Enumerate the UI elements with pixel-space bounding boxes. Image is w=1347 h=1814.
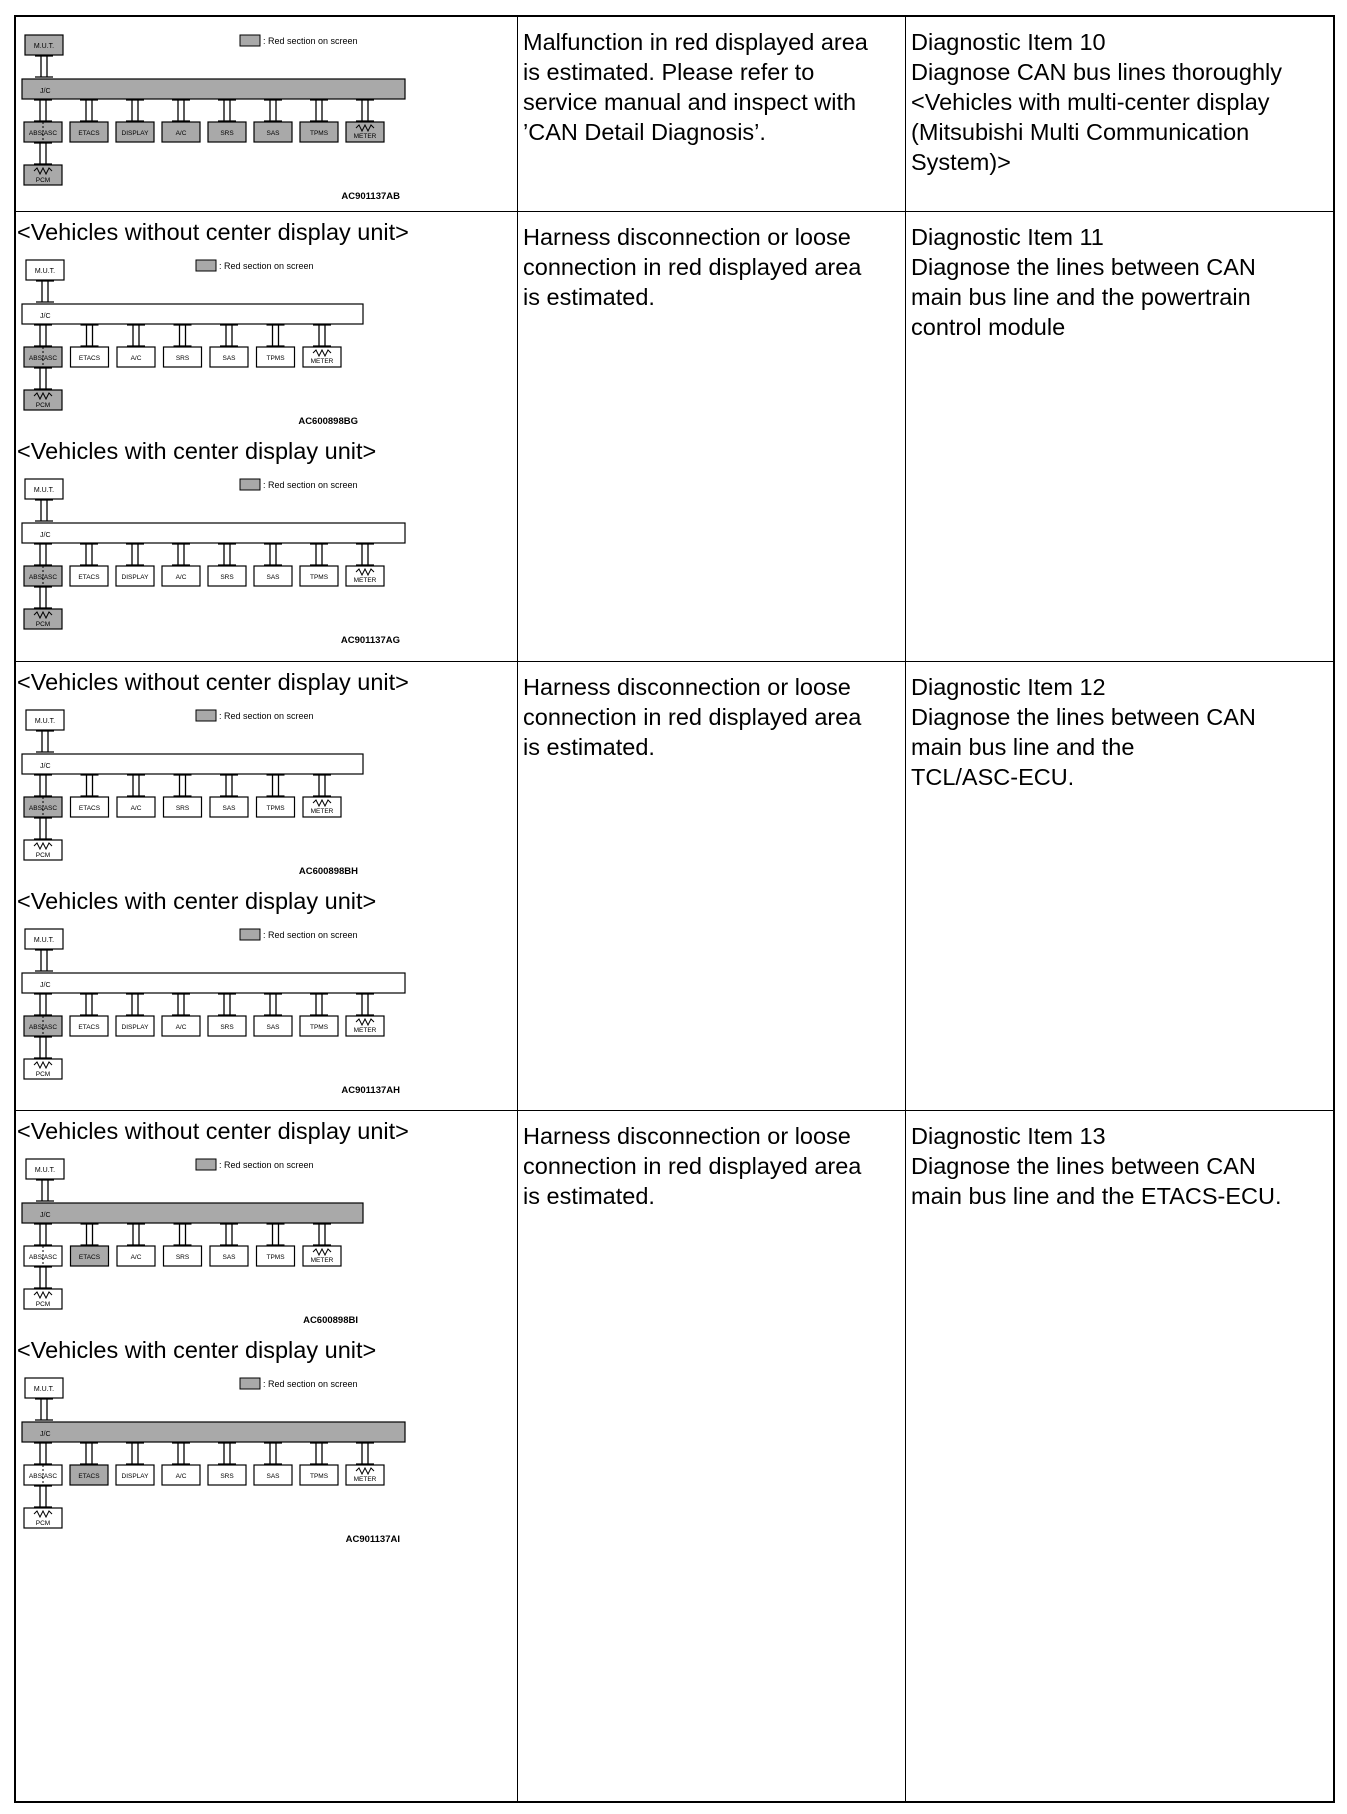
ecu-label: SRS: [175, 805, 190, 812]
legend-swatch: [196, 710, 216, 721]
junction-connector-bar: [22, 1203, 363, 1223]
junction-connector-bar: [22, 1422, 405, 1442]
ecu-label: SRS: [220, 1473, 234, 1480]
legend-swatch: [240, 929, 260, 940]
ecu-label: ETACS: [78, 805, 101, 812]
can-bus-diagram: [22, 927, 406, 1097]
ecu-label: TPMS: [266, 355, 285, 362]
jc-label: J/C: [40, 1212, 51, 1219]
jc-label: J/C: [40, 982, 51, 989]
ecu-label: SRS: [220, 1024, 234, 1031]
ecu-label: METER: [353, 1027, 377, 1034]
mut-label: M.U.T.: [33, 1386, 55, 1393]
diagnostic-item-cell: [906, 662, 1333, 1110]
diagnostic-item-cell: [906, 212, 1333, 661]
ecu-label: SAS: [266, 574, 280, 581]
diagram-cell: [16, 212, 518, 661]
diagram-svg: [22, 1376, 406, 1546]
ecu-label: TPMS: [309, 1473, 329, 1480]
text-line: ’CAN Detail Diagnosis’.: [523, 119, 766, 145]
text-line: <Vehicles with multi-center display: [911, 89, 1270, 115]
ecu-label: SAS: [222, 1254, 236, 1261]
pcm-label: PCM: [35, 1071, 51, 1078]
jc-label: J/C: [40, 763, 51, 770]
text-line: Diagnostic Item 10: [911, 29, 1106, 55]
result-text: [523, 1121, 897, 1211]
text-line: service manual and inspect with: [523, 89, 857, 115]
ecu-label: METER: [353, 577, 377, 584]
can-bus-diagram: [22, 477, 406, 647]
ecu-label: METER: [310, 808, 334, 815]
diagnostic-table: [14, 15, 1335, 1803]
ecu-label: ETACS: [78, 355, 101, 362]
result-text: [523, 672, 897, 762]
ecu-label: DISPLAY: [121, 1473, 149, 1480]
ecu-label: METER: [353, 133, 377, 140]
figure-code: AC600898BH: [298, 866, 358, 877]
diagram-svg: [22, 477, 406, 647]
ecu-label: A/C: [175, 1473, 187, 1480]
ecu-label: TPMS: [309, 574, 329, 581]
ecu-label: ABS/ASC: [28, 355, 58, 362]
ecu-label: SRS: [175, 1254, 190, 1261]
result-text: [523, 27, 897, 147]
ecu-label: DISPLAY: [121, 130, 149, 137]
text-line: Diagnostic Item 13: [911, 1123, 1106, 1149]
legend-text: : Red section on screen: [219, 261, 314, 271]
mut-label: M.U.T.: [33, 937, 55, 944]
text-line: is estimated.: [523, 284, 655, 310]
ecu-label: A/C: [130, 355, 142, 362]
vehicle-label: <Vehicles with center display unit>: [17, 1337, 377, 1363]
ecu-label: A/C: [130, 805, 142, 812]
table-row: [16, 662, 1333, 1111]
junction-connector-bar: [22, 523, 405, 543]
ecu-label: SRS: [220, 574, 234, 581]
ecu-label: A/C: [175, 130, 187, 137]
jc-label: J/C: [40, 1431, 51, 1438]
ecu-label: DISPLAY: [121, 574, 149, 581]
text-line: Diagnose CAN bus lines thoroughly: [911, 59, 1282, 85]
diagnostic-item-text: [911, 27, 1325, 177]
ecu-label: A/C: [175, 1024, 187, 1031]
table-row: [16, 17, 1333, 212]
figure-code: AC600898BG: [298, 416, 358, 427]
text-line: Harness disconnection or loose: [523, 674, 851, 700]
mut-label: M.U.T.: [33, 43, 55, 50]
text-line: control module: [911, 314, 1066, 340]
ecu-label: ABS/ASC: [28, 574, 58, 581]
result-cell: [518, 212, 906, 661]
text-line: connection in red displayed area: [523, 704, 862, 730]
text-line: main bus line and the powertrain: [911, 284, 1251, 310]
jc-label: J/C: [40, 88, 51, 95]
text-line: Diagnose the lines between CAN: [911, 1153, 1256, 1179]
result-cell: [518, 1111, 906, 1801]
legend-text: : Red section on screen: [263, 480, 358, 490]
jc-label: J/C: [40, 532, 51, 539]
can-bus-diagram: [22, 708, 364, 878]
junction-connector-bar: [22, 973, 405, 993]
text-line: Diagnostic Item 12: [911, 674, 1106, 700]
text-line: is estimated. Please refer to: [523, 59, 815, 85]
can-bus-diagram: [22, 1157, 364, 1327]
ecu-label: SAS: [266, 130, 280, 137]
vehicle-label: <Vehicles without center display unit>: [17, 669, 409, 695]
vehicle-label: <Vehicles with center display unit>: [17, 438, 377, 464]
diagnostic-item-cell: [906, 17, 1333, 211]
mut-label: M.U.T.: [34, 1167, 56, 1174]
vehicle-label: <Vehicles without center display unit>: [17, 219, 409, 245]
text-line: Harness disconnection or loose: [523, 224, 851, 250]
text-line: (Mitsubishi Multi Communication: [911, 119, 1250, 145]
can-bus-diagram: [22, 33, 406, 203]
ecu-label: SRS: [220, 130, 234, 137]
text-line: main bus line and the: [911, 734, 1135, 760]
jc-label: J/C: [40, 313, 51, 320]
legend-swatch: [196, 260, 216, 271]
diagnostic-item-text: [911, 1121, 1325, 1211]
diagnostic-item-cell: [906, 1111, 1333, 1801]
figure-code: AC901137AG: [340, 635, 400, 646]
pcm-label: PCM: [35, 621, 51, 628]
text-line: Diagnose the lines between CAN: [911, 704, 1256, 730]
diagram-cell: [16, 17, 518, 211]
can-bus-diagram: [22, 1376, 406, 1546]
ecu-label: ABS/ASC: [28, 1024, 58, 1031]
vehicle-label: <Vehicles without center display unit>: [17, 1118, 409, 1144]
figure-code: AC600898BI: [303, 1315, 358, 1326]
text-line: Harness disconnection or loose: [523, 1123, 851, 1149]
text-line: Malfunction in red displayed area: [523, 29, 868, 55]
junction-connector-bar: [22, 79, 405, 99]
text-line: TCL/ASC-ECU.: [911, 764, 1075, 790]
ecu-label: TPMS: [266, 805, 285, 812]
ecu-label: TPMS: [309, 130, 329, 137]
ecu-label: TPMS: [309, 1024, 329, 1031]
result-cell: [518, 17, 906, 211]
ecu-label: METER: [310, 358, 334, 365]
ecu-label: ABS/ASC: [28, 1473, 58, 1480]
legend-text: : Red section on screen: [263, 1379, 358, 1389]
diagram-svg: [22, 258, 364, 428]
legend-text: : Red section on screen: [219, 1160, 314, 1170]
legend-text: : Red section on screen: [263, 36, 358, 46]
ecu-label: ETACS: [78, 1473, 100, 1480]
diagram-cell: [16, 1111, 518, 1801]
diagram-svg: [22, 1157, 364, 1327]
ecu-label: ABS/ASC: [28, 130, 58, 137]
text-line: Diagnostic Item 11: [911, 224, 1104, 250]
ecu-label: ETACS: [78, 574, 100, 581]
text-line: Diagnose the lines between CAN: [911, 254, 1256, 280]
vehicle-label: <Vehicles with center display unit>: [17, 888, 377, 914]
ecu-label: A/C: [175, 574, 187, 581]
junction-connector-bar: [22, 754, 363, 774]
result-text: [523, 222, 897, 312]
ecu-label: ABS/ASC: [28, 1254, 58, 1261]
table-row: [16, 1111, 1333, 1801]
mut-label: M.U.T.: [33, 487, 55, 494]
ecu-label: SAS: [222, 805, 236, 812]
ecu-label: ABS/ASC: [28, 805, 58, 812]
junction-connector-bar: [22, 304, 363, 324]
pcm-label: PCM: [35, 1301, 51, 1308]
ecu-label: ETACS: [78, 1024, 100, 1031]
ecu-label: METER: [310, 1257, 334, 1264]
pcm-label: PCM: [35, 177, 51, 184]
legend-swatch: [240, 479, 260, 490]
text-line: System)>: [911, 149, 1011, 175]
figure-code: AC901137AH: [341, 1085, 400, 1096]
ecu-label: DISPLAY: [121, 1024, 149, 1031]
result-cell: [518, 662, 906, 1110]
ecu-label: TPMS: [266, 1254, 285, 1261]
ecu-label: SAS: [266, 1024, 280, 1031]
text-line: is estimated.: [523, 1183, 655, 1209]
mut-label: M.U.T.: [34, 268, 56, 275]
text-line: connection in red displayed area: [523, 1153, 862, 1179]
ecu-label: SAS: [222, 355, 236, 362]
diagram-cell: [16, 662, 518, 1110]
pcm-label: PCM: [35, 1520, 51, 1527]
diagnostic-item-text: [911, 222, 1325, 342]
text-line: connection in red displayed area: [523, 254, 862, 280]
legend-swatch: [196, 1159, 216, 1170]
figure-code: AC901137AB: [341, 191, 400, 202]
diagram-svg: [22, 708, 364, 878]
pcm-label: PCM: [35, 402, 51, 409]
text-line: main bus line and the ETACS-ECU.: [911, 1183, 1282, 1209]
legend-text: : Red section on screen: [219, 711, 314, 721]
legend-swatch: [240, 35, 260, 46]
diagram-svg: [22, 33, 406, 203]
ecu-label: ETACS: [78, 130, 100, 137]
pcm-label: PCM: [35, 852, 51, 859]
mut-label: M.U.T.: [34, 718, 56, 725]
table-row: [16, 212, 1333, 662]
ecu-label: ETACS: [78, 1254, 101, 1261]
ecu-label: SRS: [175, 355, 190, 362]
diagnostic-item-text: [911, 672, 1325, 792]
text-line: is estimated.: [523, 734, 655, 760]
ecu-label: SAS: [266, 1473, 280, 1480]
legend-swatch: [240, 1378, 260, 1389]
figure-code: AC901137AI: [345, 1534, 400, 1545]
diagram-svg: [22, 927, 406, 1097]
ecu-label: METER: [353, 1476, 377, 1483]
legend-text: : Red section on screen: [263, 930, 358, 940]
ecu-label: A/C: [130, 1254, 142, 1261]
can-bus-diagram: [22, 258, 364, 428]
